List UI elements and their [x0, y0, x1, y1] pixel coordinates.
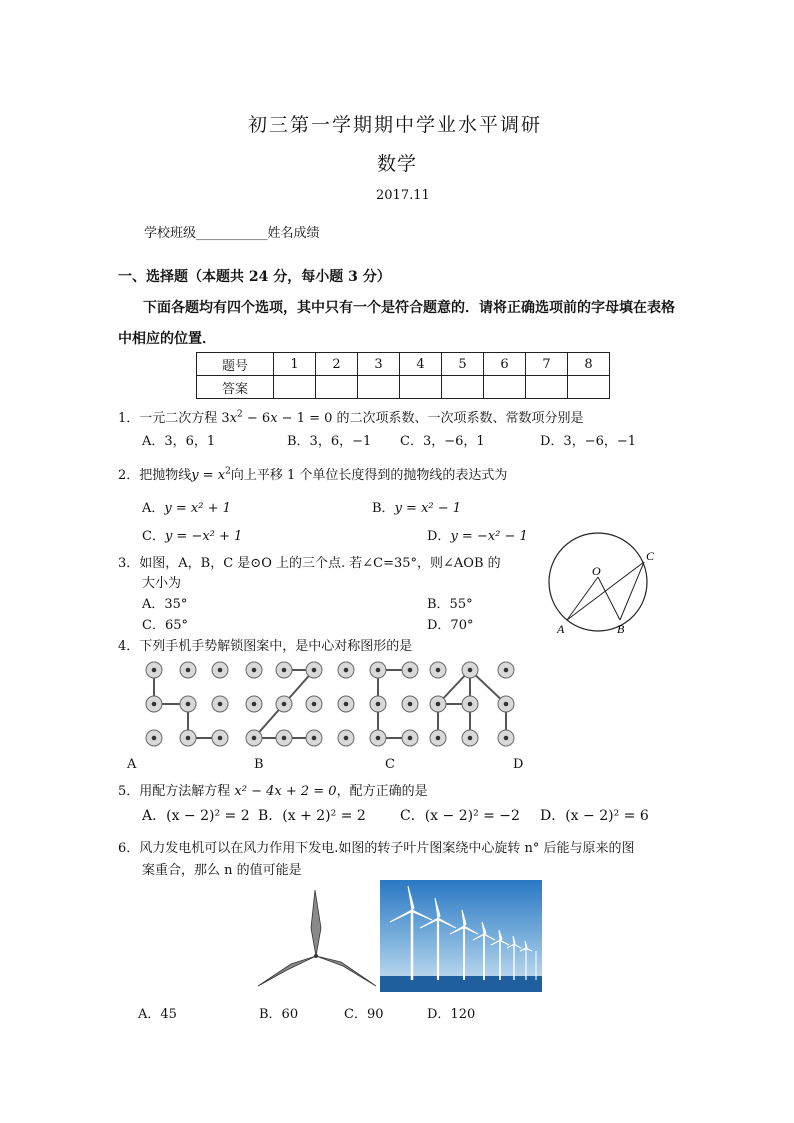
q6-option-b: B．60	[259, 1007, 299, 1022]
table-cell-number: 5	[442, 353, 484, 376]
q1-option-c: C．3，−6，1	[400, 434, 485, 449]
q2-option-b: B．y = x² − 1	[372, 501, 462, 516]
q3-option-d: D．70°	[427, 618, 474, 633]
pattern-c-dots	[338, 662, 418, 746]
q6-option-c: C．90	[344, 1007, 384, 1022]
q6-wind-turbines-photo	[380, 880, 542, 992]
table-header-number: 题号	[197, 353, 274, 376]
table-cell-number: 6	[484, 353, 526, 376]
answer-table	[196, 352, 610, 399]
q3-option-a: A．35°	[142, 597, 188, 612]
table-cell-number: 8	[568, 353, 610, 376]
q3-stem-line2: 大小为	[142, 576, 182, 591]
q6-rotor-blades-figure	[255, 888, 380, 990]
q1-option-b: B．3，6，−1	[287, 434, 372, 449]
blade-left	[258, 956, 316, 986]
section-heading: 一、选择题（本题共 24 分，每小题 3 分）	[118, 269, 391, 285]
section-instruction-1: 下面各题均有四个选项，其中只有一个是符合题意的．请将正确选项前的字母填在表格	[143, 300, 675, 316]
answer-cell[interactable]	[442, 376, 484, 399]
pattern-d-dots	[430, 662, 514, 746]
segment-oa	[567, 577, 598, 620]
table-cell-number: 3	[358, 353, 400, 376]
exam-title: 初三第一学期期中学业水平调研	[248, 114, 543, 136]
q3-option-b: B．55°	[427, 597, 473, 612]
answer-cell[interactable]	[316, 376, 358, 399]
q2-option-d: D．y = −x² − 1	[427, 529, 528, 544]
label-c: C	[646, 549, 655, 563]
q6-option-d: D．120	[427, 1007, 476, 1022]
answer-cell[interactable]	[358, 376, 400, 399]
q1-option-a: A．3，6，1	[142, 434, 216, 449]
name-score-label: 姓名成绩	[267, 226, 320, 241]
exam-date: 2017.11	[376, 188, 430, 203]
answer-cell[interactable]	[568, 376, 610, 399]
label-o: O	[592, 564, 601, 578]
q1-stem: 1．一元二次方程 $3x^2 - 6x - 1 = 0$ 的二次项系数、一次项系数、常数项分别是	[118, 409, 584, 426]
section-instruction-2: 中相应的位置．	[118, 331, 216, 347]
q4-stem: 4．下列手机手势解锁图案中，是中心对称图形的是	[118, 639, 413, 654]
q6-stem-line1: 6．风力发电机可以在风力作用下发电.如图的转子叶片图案绕中心旋转 n° 后能与原来的图	[118, 841, 635, 856]
label-b: B	[617, 622, 625, 636]
answer-cell[interactable]	[274, 376, 316, 399]
q2-stem: 2．把抛物线$y = x^2$向上平移 1 个单位长度得到的抛物线的表达式为	[118, 466, 508, 483]
circle-o	[549, 533, 647, 631]
label-a: A	[557, 622, 565, 636]
school-class-blank[interactable]: ___________	[196, 226, 268, 241]
table-cell-number: 7	[526, 353, 568, 376]
table-cell-number: 1	[274, 353, 316, 376]
q5-option-a: A．(x − 2)² = 2	[142, 808, 250, 824]
student-info	[144, 222, 320, 241]
answer-cell[interactable]	[526, 376, 568, 399]
q4-unlock-patterns	[140, 656, 530, 756]
table-row-answers	[197, 376, 610, 399]
blade-top	[311, 890, 321, 956]
blade-right	[316, 956, 376, 986]
q5-option-c: C．(x − 2)² = −2	[400, 808, 520, 824]
q5-option-b: B．(x + 2)² = 2	[258, 808, 366, 824]
q6-stem-line2: 案重合，那么 n 的值可能是	[142, 863, 302, 878]
q6-option-a: A．45	[138, 1007, 177, 1022]
school-class-label: 学校班级	[144, 226, 197, 241]
q5-option-d: D．(x − 2)² = 6	[540, 808, 649, 824]
exam-subject: 数学	[377, 153, 418, 175]
q4-label-a: A	[127, 757, 137, 772]
answer-cell[interactable]	[484, 376, 526, 399]
q4-label-d: D	[513, 757, 524, 772]
pattern-b-dots	[246, 662, 322, 746]
table-cell-number: 2	[316, 353, 358, 376]
q5-stem: 5．用配方法解方程 x² − 4x + 2 = 0，配方正确的是	[118, 784, 428, 799]
q4-label-c: C	[385, 757, 395, 772]
q4-label-b: B	[254, 757, 264, 772]
pattern-a-dots	[146, 662, 228, 746]
q1-option-d: D．3，−6，−1	[540, 434, 637, 449]
q3-circle-figure	[540, 530, 670, 638]
q3-option-c: C．65°	[142, 618, 188, 633]
q2-option-a: A．y = x² + 1	[142, 501, 231, 516]
segment-ob	[598, 577, 620, 620]
q2-option-c: C．y = −x² + 1	[142, 529, 243, 544]
q3-stem-line1: 3．如图，A，B，C 是⊙O 上的三个点. 若∠C=35°，则∠AOB 的	[118, 556, 501, 571]
answer-cell[interactable]	[400, 376, 442, 399]
table-row-numbers	[197, 353, 610, 376]
table-header-answer: 答案	[197, 376, 274, 399]
table-cell-number: 4	[400, 353, 442, 376]
